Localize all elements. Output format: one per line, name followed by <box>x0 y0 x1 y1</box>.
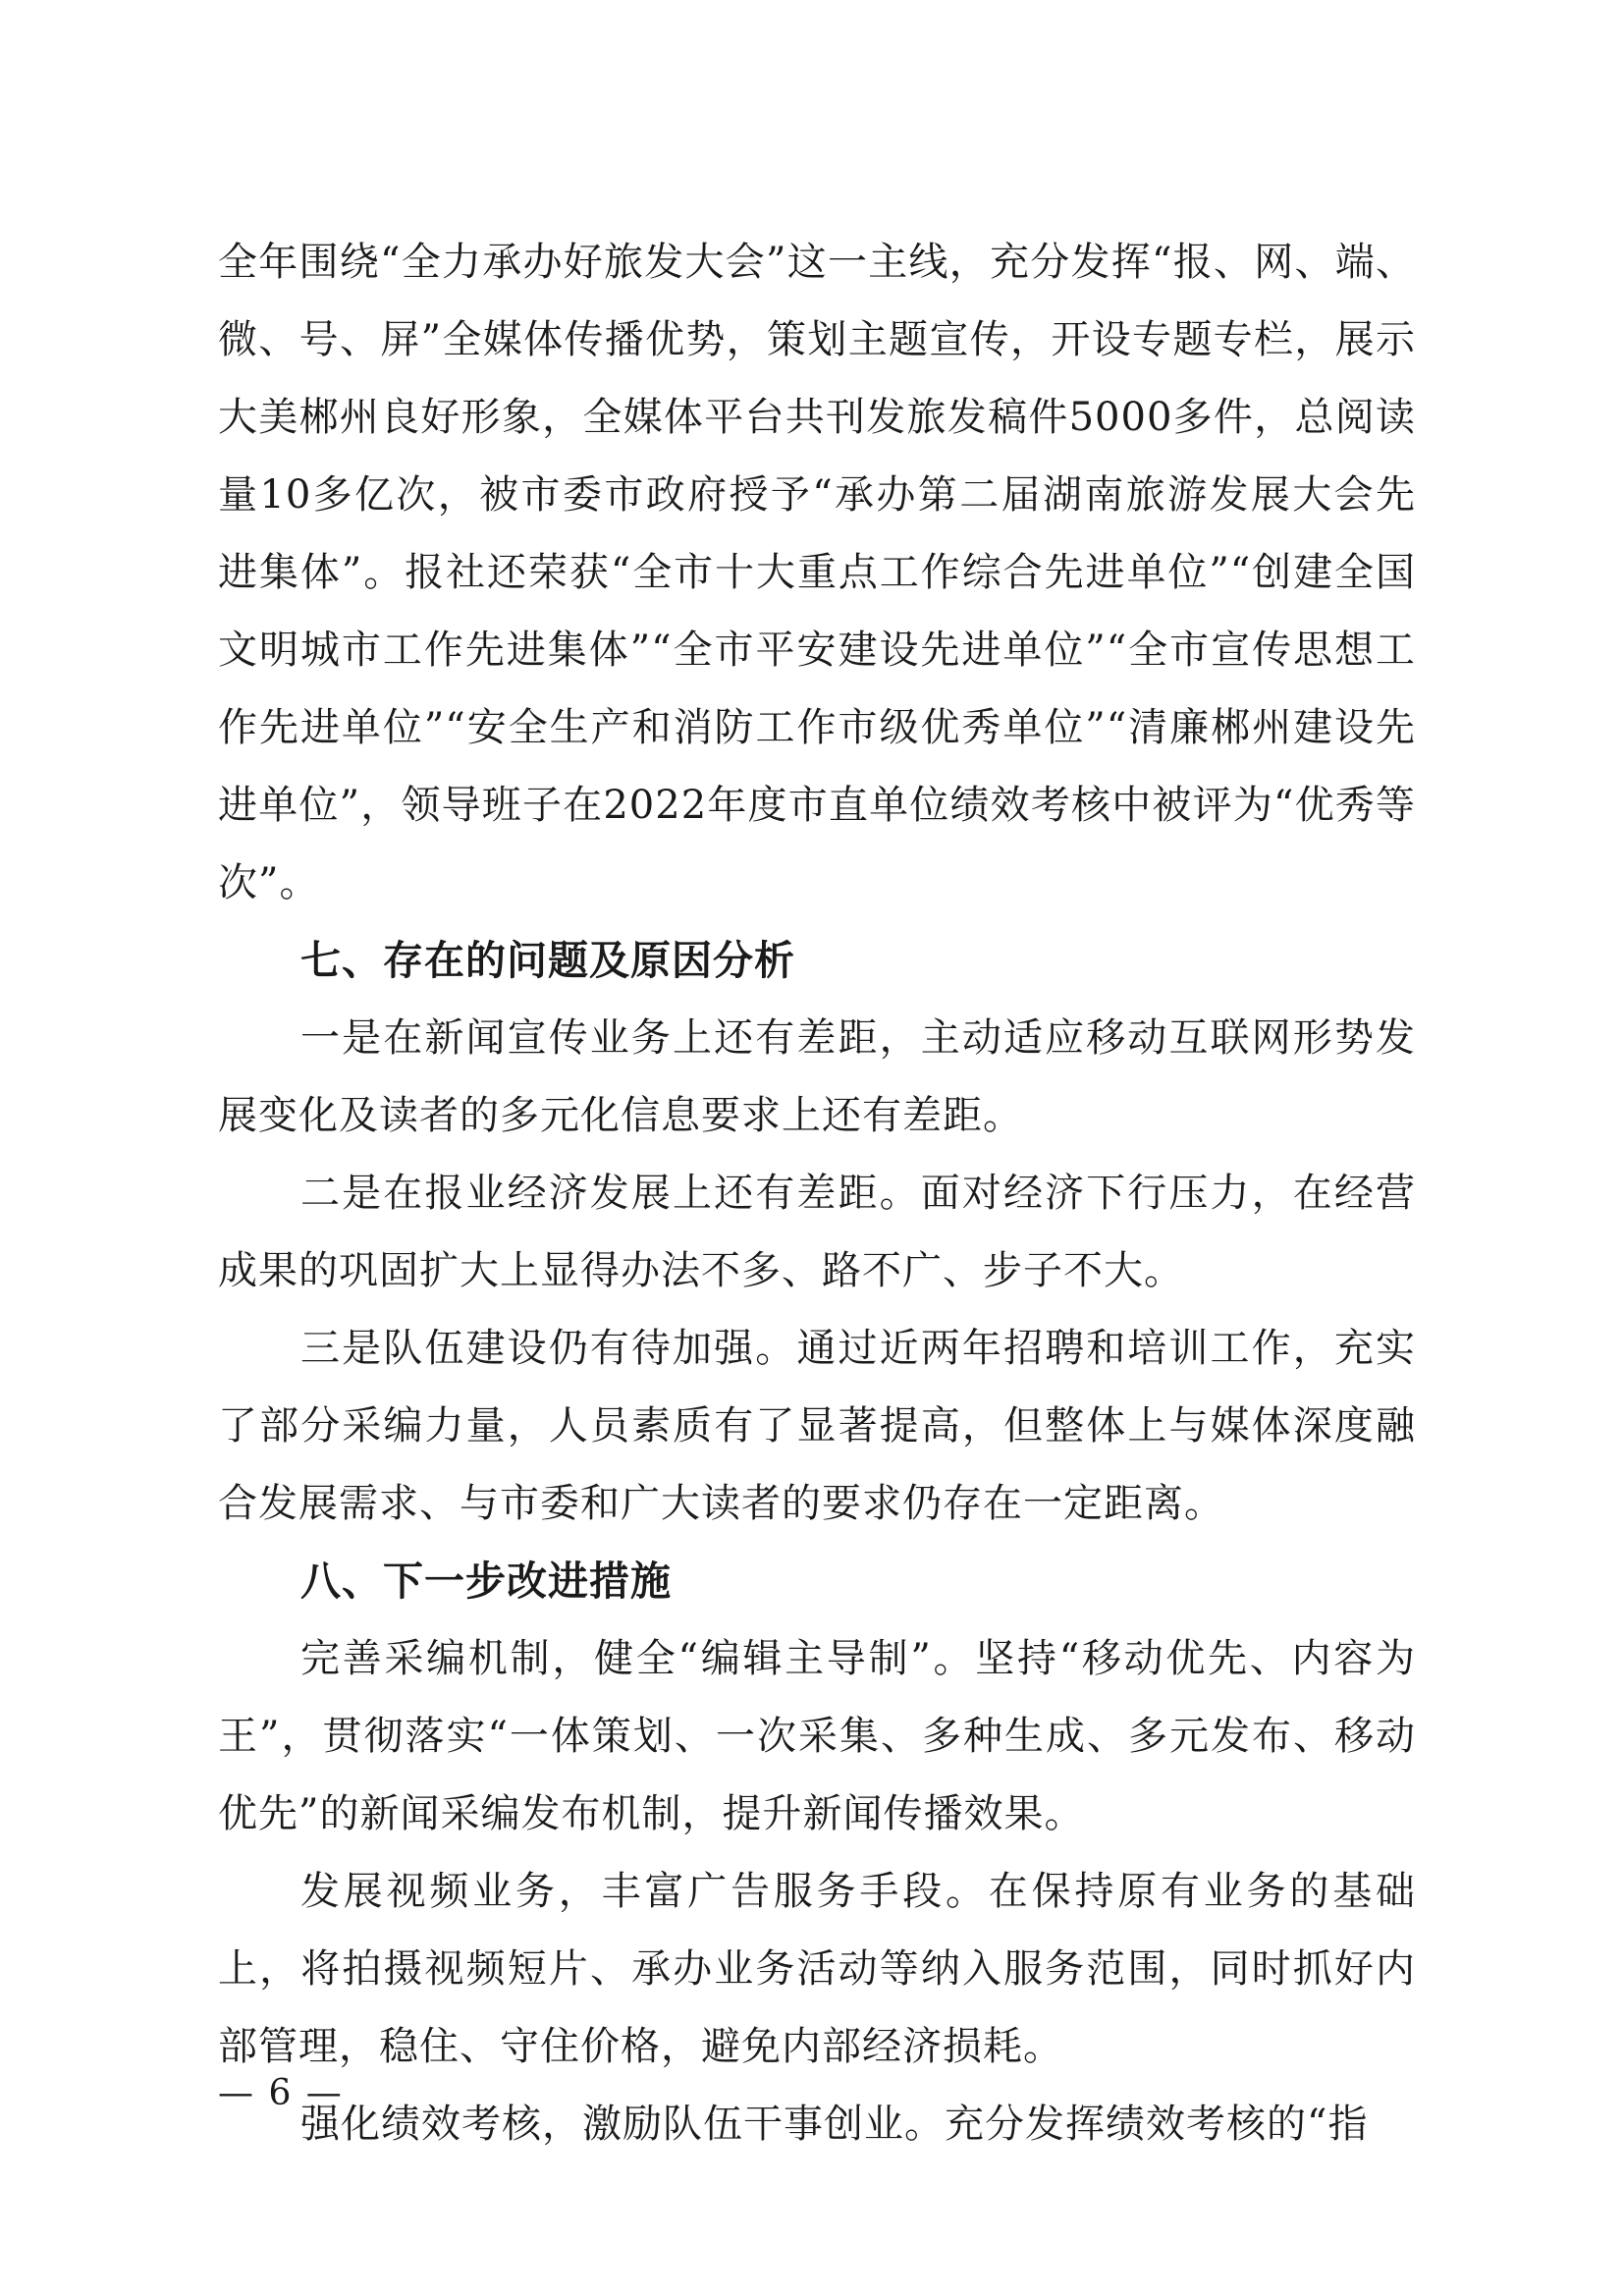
paragraph-problem-3: 三是队伍建设仍有待加强。通过近两年招聘和培训工作，充实了部分采编力量，人员素质有了显著提高，但整体上与媒体深度融合发展需求、与市委和广大读者的要求仍存在一定距离。 <box>218 1326 1416 1526</box>
paragraph-problem-1: 一是在新闻宣传业务上还有差距，主动适应移动互联网形势发展变化及读者的多元化信息要求上还有差距。 <box>218 1015 1416 1138</box>
paragraph-improvement-2: 发展视频业务，丰富广告服务手段。在保持原有业务的基础上，将拍摄视频短片、承办业务活动等纳入服务范围，同时抓好内部管理，稳住、守住价格，避免内部经济损耗。 <box>218 1869 1416 2069</box>
paragraph-summary: 全年围绕“全力承办好旅发大会”这一主线，充分发挥“报、网、端、微、号、屏”全媒体传播优势，策划主题宣传，开设专题专栏，展示大美郴州良好形象，全媒体平台共刊发旅发稿件5000多件，总阅读量10多亿次，被市委市政府授予“承办第二届湖南旅游发展大会先进集体”。报社还荣获“全市十大重点工作综合先进单位”“创建全国文明城市工作先进集体”“全市平安建设先进单位”“全市宣传思想工作先进单位”“安全生产和消防工作市级优秀单位”“清廉郴州建设先进单位”，领导班子在2022年度市直单位绩效考核中被评为“优秀等次”。 <box>218 240 1416 905</box>
section-heading-problems: 七、存在的问题及原因分析 <box>300 937 795 984</box>
paragraph-problem-2: 二是在报业经济发展上还有差距。面对经济下行压力，在经营成果的巩固扩大上显得办法不多、路不广、步子不大。 <box>218 1171 1416 1293</box>
page-number: — 6 — <box>218 2073 344 2113</box>
document-body <box>218 224 1416 2163</box>
section-heading-improvements: 八、下一步改进措施 <box>300 1558 672 1605</box>
paragraph-improvement-1: 完善采编机制，健全“编辑主导制”。坚持“移动优先、内容为王”，贯彻落实“一体策划、一次采集、多种生成、多元发布、移动优先”的新闻采编发布机制，提升新闻传播效果。 <box>218 1636 1416 1836</box>
paragraph-improvement-3: 强化绩效考核，激励队伍干事创业。充分发挥绩效考核的“指 <box>300 2102 1369 2147</box>
